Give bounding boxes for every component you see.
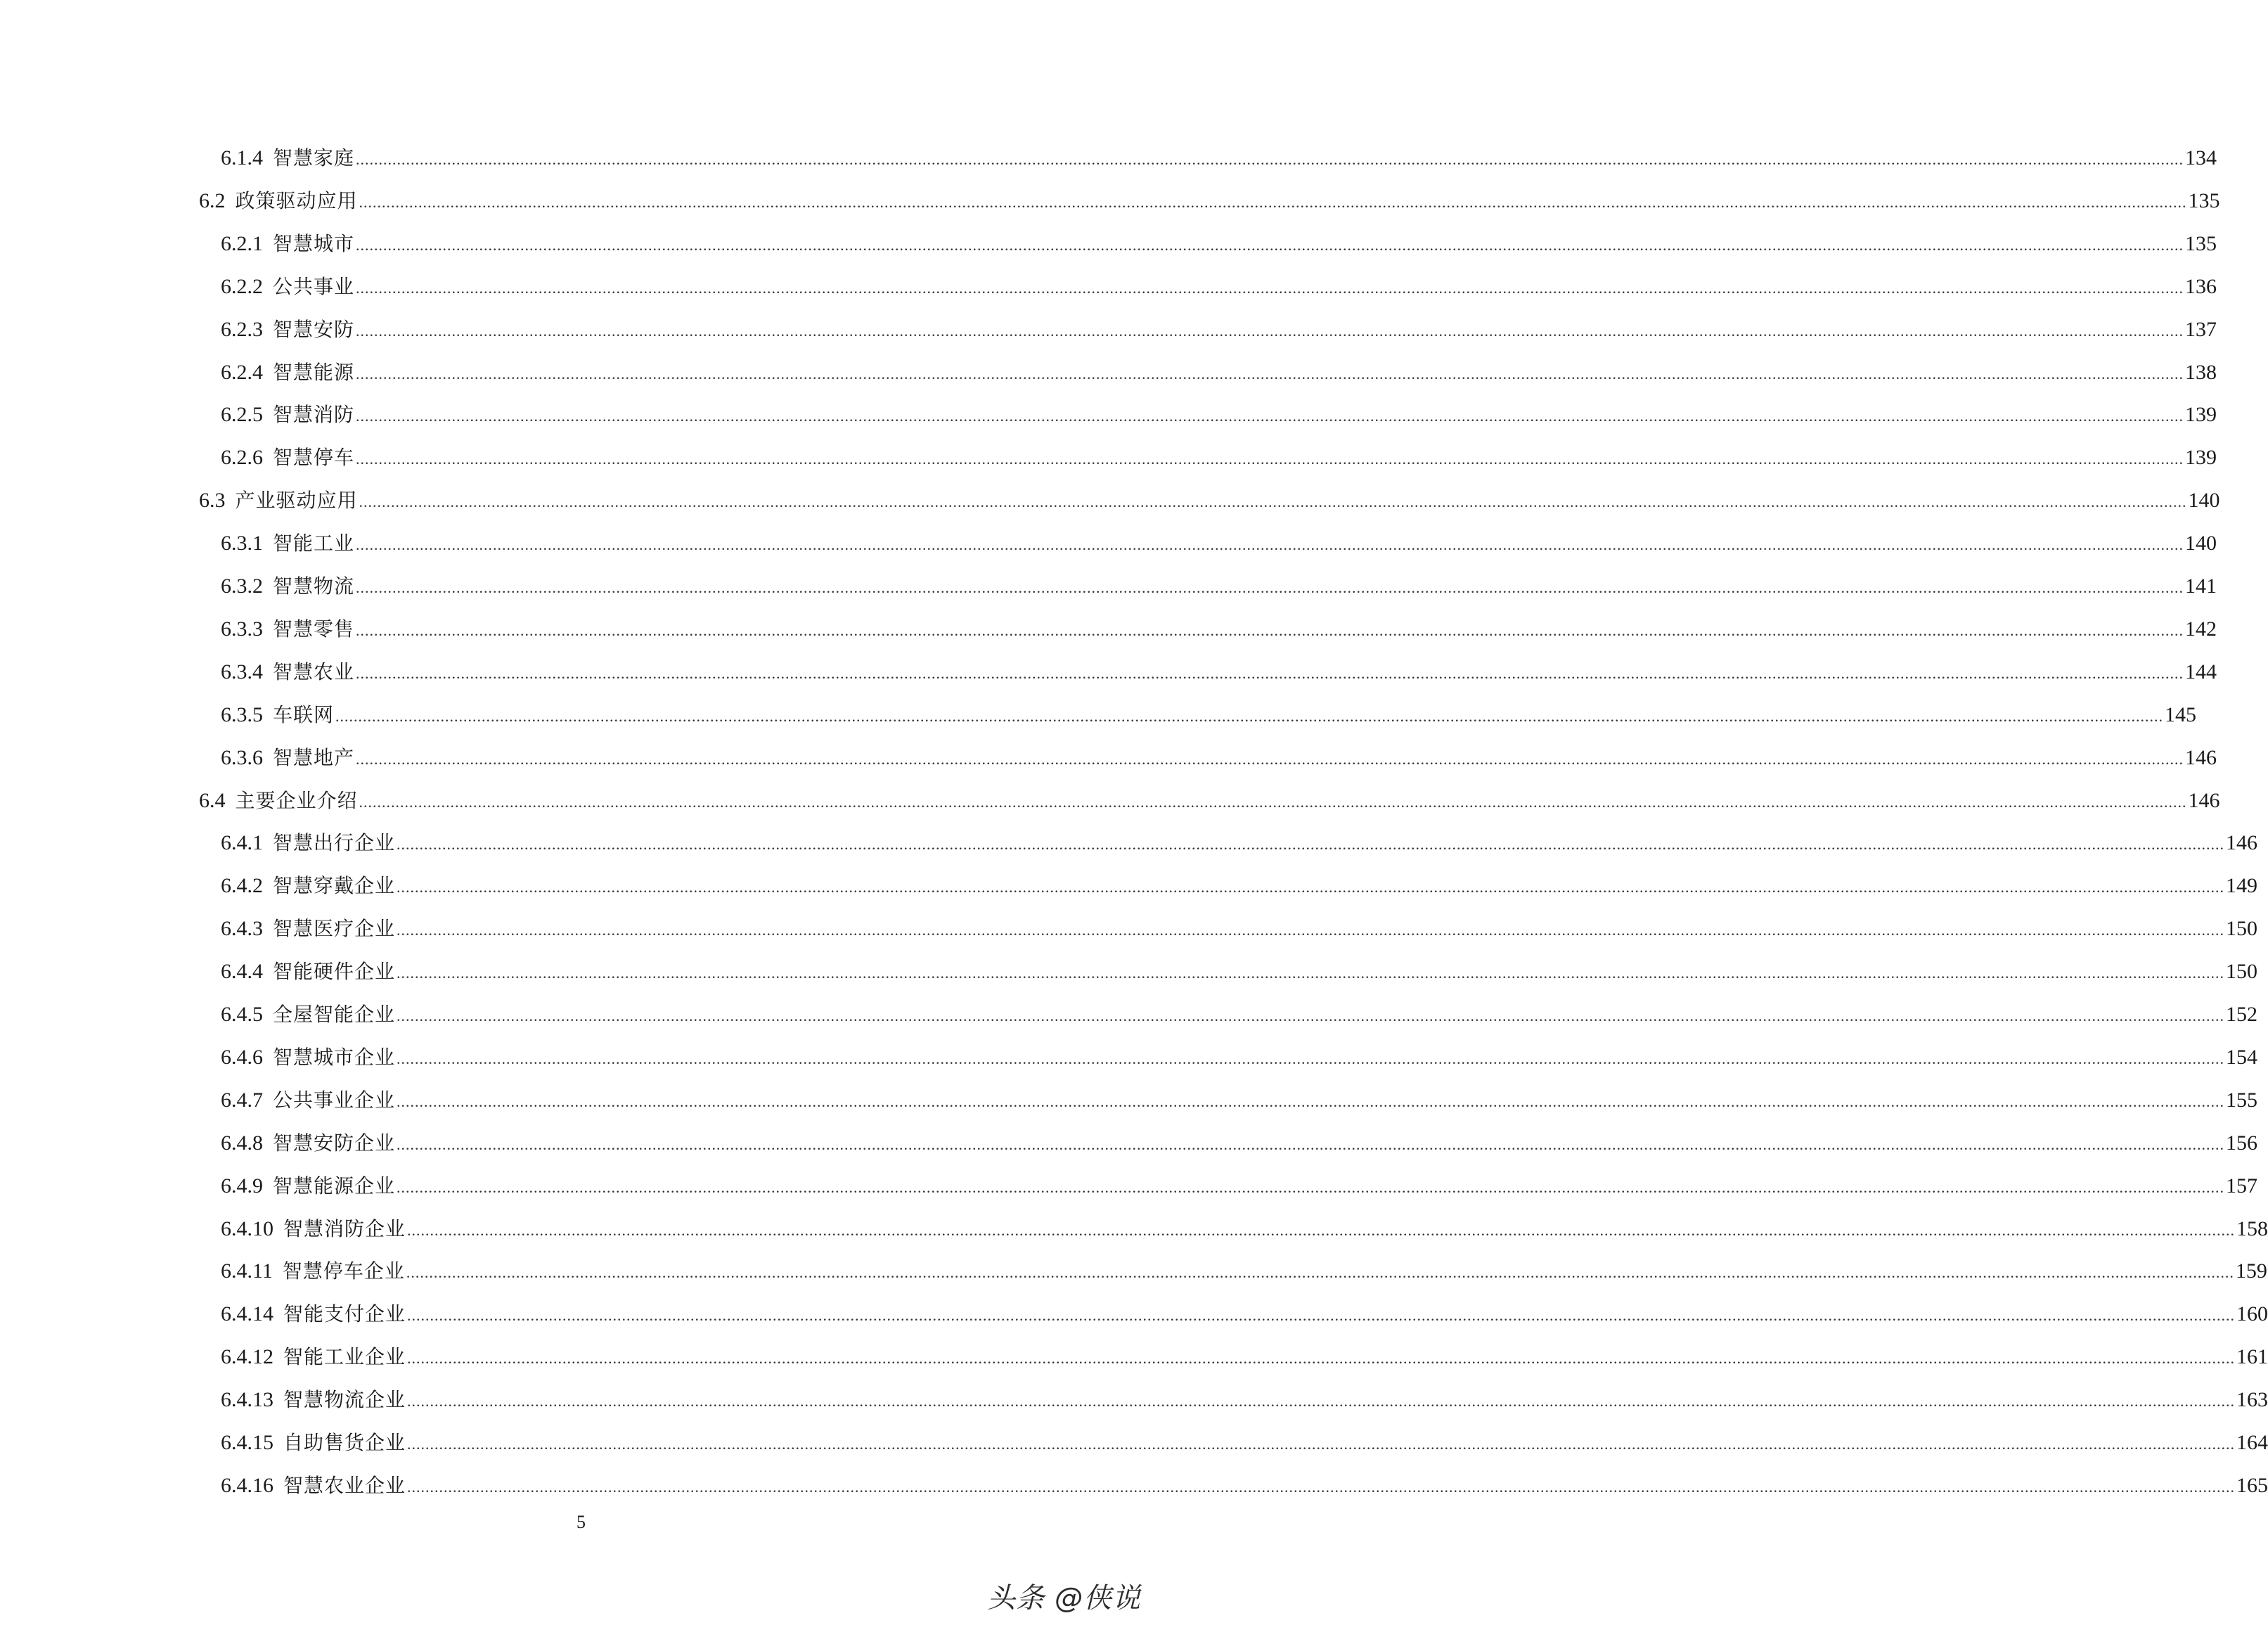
toc-entry-title: 公共事业 (273, 274, 355, 298)
toc-entry-number: 6.2 (199, 188, 226, 212)
toc-entry-page: 161 (2236, 1345, 2268, 1369)
toc-entry-page: 155 (2226, 1088, 2258, 1112)
toc-entry-title: 智慧停车企业 (282, 1259, 405, 1283)
toc-entry-title: 智慧物流企业 (283, 1388, 406, 1412)
toc-entry[interactable] (199, 180, 2220, 222)
toc-entry-number: 6.3.1 (221, 532, 263, 556)
toc-dot-leader: ................................................................................................................................................................................................................................................................................................................................................................................................................ (397, 878, 2225, 897)
toc-entry-number: 6.2.6 (221, 446, 263, 470)
toc-entry[interactable] (199, 480, 2220, 522)
toc-dot-leader: ................................................................................................................................................................................................................................................................................................................................................................................................................ (397, 1049, 2225, 1067)
toc-entry-number: 6.3.4 (221, 660, 263, 683)
toc-entry[interactable] (221, 1036, 2258, 1079)
toc-dot-leader: ................................................................................................................................................................................................................................................................................................................................................................................................................ (397, 921, 2225, 939)
toc-entry[interactable] (221, 394, 2217, 436)
toc-entry-title: 智慧零售 (273, 617, 355, 641)
toc-entry-title: 智能工业 (273, 532, 355, 556)
toc-entry-number: 6.4.10 (221, 1216, 273, 1240)
toc-dot-leader: ................................................................................................................................................................................................................................................................................................................................................................................................................ (397, 835, 2225, 854)
toc-dot-leader: ................................................................................................................................................................................................................................................................................................................................................................................................................ (407, 1349, 2236, 1368)
toc-entry-number: 6.4.15 (221, 1431, 273, 1454)
toc-entry-page: 146 (2185, 745, 2217, 769)
toc-entry-number: 6.3.6 (221, 745, 263, 769)
toc-entry[interactable] (221, 865, 2258, 907)
toc-entry-number: 6.4.12 (221, 1345, 273, 1369)
toc-dot-leader: ................................................................................................................................................................................................................................................................................................................................................................................................................ (397, 1135, 2225, 1153)
toc-entry-number: 6.4.1 (221, 831, 263, 855)
toc-entry-number: 6.4.6 (221, 1045, 263, 1069)
toc-entry-number: 6.3.3 (221, 617, 263, 641)
toc-entry-page: 150 (2226, 960, 2258, 984)
toc-entry[interactable] (221, 651, 2217, 693)
toc-entry-number: 6.4.4 (221, 960, 263, 984)
toc-entry-title: 产业驱动应用 (235, 489, 358, 513)
toc-entry[interactable] (221, 1165, 2258, 1207)
toc-entry-page: 159 (2235, 1259, 2267, 1283)
toc-entry-page: 135 (2188, 188, 2220, 212)
toc-entry[interactable] (221, 1079, 2258, 1122)
toc-entry-number: 6.4.8 (221, 1131, 263, 1155)
toc-entry-title: 智慧能源 (273, 360, 355, 384)
toc-entry-title: 智慧城市 (273, 231, 355, 255)
toc-entry-page: 141 (2185, 574, 2217, 598)
toc-entry-number: 6.3.2 (221, 574, 263, 598)
toc-entry-title: 智慧农业 (273, 660, 355, 683)
toc-entry-title: 智慧家庭 (273, 146, 355, 169)
toc-entry[interactable] (221, 1379, 2268, 1421)
toc-dot-leader: ................................................................................................................................................................................................................................................................................................................................................................................................................ (356, 450, 2184, 468)
toc-dot-leader: ................................................................................................................................................................................................................................................................................................................................................................................................................ (356, 150, 2184, 168)
toc-entry-title: 智慧城市企业 (273, 1045, 396, 1069)
toc-dot-leader: ................................................................................................................................................................................................................................................................................................................................................................................................................ (406, 1264, 2234, 1282)
toc-dot-leader: ................................................................................................................................................................................................................................................................................................................................................................................................................ (356, 621, 2184, 639)
toc-entry-number: 6.4.7 (221, 1088, 263, 1112)
toc-entry-page: 146 (2188, 788, 2220, 812)
toc-entry-number: 6.4.5 (221, 1003, 263, 1026)
toc-entry[interactable] (221, 1336, 2268, 1378)
toc-entry[interactable] (221, 565, 2217, 608)
toc-entry-title: 智能工业企业 (283, 1345, 406, 1369)
toc-dot-leader: ................................................................................................................................................................................................................................................................................................................................................................................................................ (356, 364, 2184, 383)
toc-entry[interactable] (221, 352, 2217, 394)
watermark: 头条 @侠说 (987, 1582, 1141, 1614)
toc-entry-page: 145 (2165, 702, 2197, 726)
toc-entry[interactable] (221, 223, 2217, 265)
toc-entry-page: 156 (2226, 1131, 2258, 1155)
toc-entry-title: 智慧医疗企业 (273, 917, 396, 941)
toc-entry-number: 6.2.4 (221, 360, 263, 384)
toc-dot-leader: ................................................................................................................................................................................................................................................................................................................................................................................................................ (397, 1178, 2225, 1196)
toc-entry[interactable] (221, 1208, 2268, 1250)
toc-dot-leader: ................................................................................................................................................................................................................................................................................................................................................................................................................ (356, 579, 2184, 596)
toc-entry-page: 149 (2226, 874, 2258, 898)
toc-entry[interactable] (221, 1465, 2268, 1507)
toc-entry-page: 154 (2226, 1045, 2258, 1069)
toc-entry[interactable] (221, 1293, 2268, 1335)
toc-entry-page: 135 (2185, 231, 2217, 255)
toc-entry-title: 智能支付企业 (283, 1302, 406, 1326)
toc-entry-number: 6.4.13 (221, 1388, 273, 1412)
toc-entry-number: 6.4 (199, 788, 226, 812)
toc-dot-leader: ................................................................................................................................................................................................................................................................................................................................................................................................................ (397, 1092, 2225, 1110)
toc-entry-title: 全屋智能企业 (273, 1003, 396, 1026)
toc-entry-number: 6.2.3 (221, 317, 263, 341)
toc-entry-title: 智慧停车 (273, 446, 355, 470)
toc-dot-leader: ................................................................................................................................................................................................................................................................................................................................................................................................................ (407, 1477, 2236, 1496)
toc-dot-leader: ................................................................................................................................................................................................................................................................................................................................................................................................................ (407, 1392, 2236, 1411)
toc-entry[interactable] (221, 522, 2217, 565)
toc-dot-leader: ................................................................................................................................................................................................................................................................................................................................................................................................................ (356, 536, 2184, 554)
toc-entry-number: 6.2.1 (221, 231, 263, 255)
toc-entry[interactable] (221, 608, 2217, 650)
toc-entry-page: 152 (2226, 1003, 2258, 1026)
toc-entry-page: 157 (2226, 1174, 2258, 1197)
toc-entry-number: 6.4.16 (221, 1473, 273, 1497)
toc-dot-leader: ................................................................................................................................................................................................................................................................................................................................................................................................................ (397, 964, 2225, 982)
toc-dot-leader: ................................................................................................................................................................................................................................................................................................................................................................................................................ (359, 792, 2187, 811)
toc-entry-title: 自助售货企业 (283, 1431, 406, 1454)
toc-entry[interactable] (221, 994, 2258, 1036)
toc-entry-title: 智能硬件企业 (273, 960, 396, 984)
toc-entry-number: 6.3 (199, 489, 226, 513)
toc-entry-title: 智慧农业企业 (283, 1473, 406, 1497)
toc-entry-page: 136 (2185, 274, 2217, 298)
toc-entry-number: 6.4.11 (221, 1259, 273, 1283)
toc-entry-page: 163 (2236, 1388, 2268, 1412)
toc-entry[interactable] (221, 309, 2217, 351)
toc-entry-page: 165 (2236, 1473, 2268, 1497)
toc-entry-page: 158 (2236, 1216, 2268, 1240)
toc-entry[interactable] (221, 1122, 2258, 1164)
toc-dot-leader: ................................................................................................................................................................................................................................................................................................................................................................................................................ (407, 1435, 2236, 1453)
toc-dot-leader: ................................................................................................................................................................................................................................................................................................................................................................................................................ (356, 236, 2184, 254)
toc-dot-leader: ................................................................................................................................................................................................................................................................................................................................................................................................................ (359, 493, 2187, 511)
toc-entry-title: 政策驱动应用 (235, 188, 358, 212)
toc-entry[interactable] (221, 908, 2258, 950)
toc-entry[interactable] (221, 137, 2217, 179)
toc-entry-title: 智慧出行企业 (273, 831, 396, 855)
toc-dot-leader: ................................................................................................................................................................................................................................................................................................................................................................................................................ (407, 1221, 2236, 1239)
toc-dot-leader: ................................................................................................................................................................................................................................................................................................................................................................................................................ (407, 1306, 2236, 1325)
toc-entry-title: 智慧安防 (273, 317, 355, 341)
toc-entry-title: 公共事业企业 (273, 1088, 396, 1112)
toc-entry-title: 智慧安防企业 (273, 1131, 396, 1155)
toc-dot-leader: ................................................................................................................................................................................................................................................................................................................................................................................................................ (356, 407, 2184, 425)
toc-dot-leader: ................................................................................................................................................................................................................................................................................................................................................................................................................ (356, 278, 2184, 297)
toc-entry-page: 146 (2226, 831, 2258, 855)
toc-entry-number: 6.2.5 (221, 403, 263, 427)
toc-entry-number: 6.4.14 (221, 1302, 273, 1326)
toc-entry-title: 智慧物流 (273, 574, 355, 598)
toc-entry[interactable] (199, 780, 2220, 822)
toc-entry-number: 6.3.5 (221, 702, 263, 726)
toc-entry-page: 140 (2185, 532, 2217, 556)
toc-entry-title: 智慧消防 (273, 403, 355, 427)
toc-entry-title: 智慧能源企业 (273, 1174, 396, 1197)
toc-dot-leader: ................................................................................................................................................................................................................................................................................................................................................................................................................ (356, 321, 2184, 340)
toc-entry-page: 139 (2185, 403, 2217, 427)
toc-entry[interactable] (221, 951, 2258, 993)
toc-entry-page: 150 (2226, 917, 2258, 941)
toc-dot-leader: ................................................................................................................................................................................................................................................................................................................................................................................................................ (356, 664, 2184, 682)
toc-entry[interactable] (221, 1250, 2267, 1292)
toc-entry-page: 142 (2185, 617, 2217, 641)
toc-entry-title: 智慧消防企业 (283, 1216, 406, 1240)
toc-entry[interactable] (221, 437, 2217, 479)
toc-entry[interactable] (221, 266, 2217, 308)
toc-dot-leader: ................................................................................................................................................................................................................................................................................................................................................................................................................ (397, 1007, 2225, 1025)
toc-entry-number: 6.4.2 (221, 874, 263, 898)
toc-entry-page: 164 (2236, 1431, 2268, 1454)
toc-entry[interactable] (221, 737, 2217, 779)
toc-entry-title: 智慧穿戴企业 (273, 874, 396, 898)
toc-entry-number: 6.4.9 (221, 1174, 263, 1197)
toc-entry-number: 6.2.2 (221, 274, 263, 298)
toc-entry-page: 160 (2236, 1302, 2268, 1326)
toc-entry-page: 144 (2185, 660, 2217, 683)
toc-entry-title: 主要企业介绍 (235, 788, 358, 812)
toc-entry-page: 139 (2185, 446, 2217, 470)
toc-entry-title: 车联网 (273, 702, 335, 726)
toc-dot-leader: ................................................................................................................................................................................................................................................................................................................................................................................................................ (335, 707, 2164, 725)
toc-entry-number: 6.4.3 (221, 917, 263, 941)
toc-entry-page: 137 (2185, 317, 2217, 341)
toc-entry-title: 智慧地产 (273, 745, 355, 769)
toc-entry[interactable] (221, 1422, 2268, 1464)
toc-entry-number: 6.1.4 (221, 146, 263, 169)
toc-entry-page: 140 (2188, 489, 2220, 513)
toc-dot-leader: ................................................................................................................................................................................................................................................................................................................................................................................................................ (359, 193, 2187, 211)
toc-entry[interactable] (221, 694, 2197, 736)
toc-entry-page: 134 (2185, 146, 2217, 169)
toc-entry[interactable] (221, 822, 2258, 864)
toc-entry-page: 138 (2185, 360, 2217, 384)
toc-dot-leader: ................................................................................................................................................................................................................................................................................................................................................................................................................ (356, 750, 2184, 768)
page-number: 5 (576, 1512, 586, 1532)
